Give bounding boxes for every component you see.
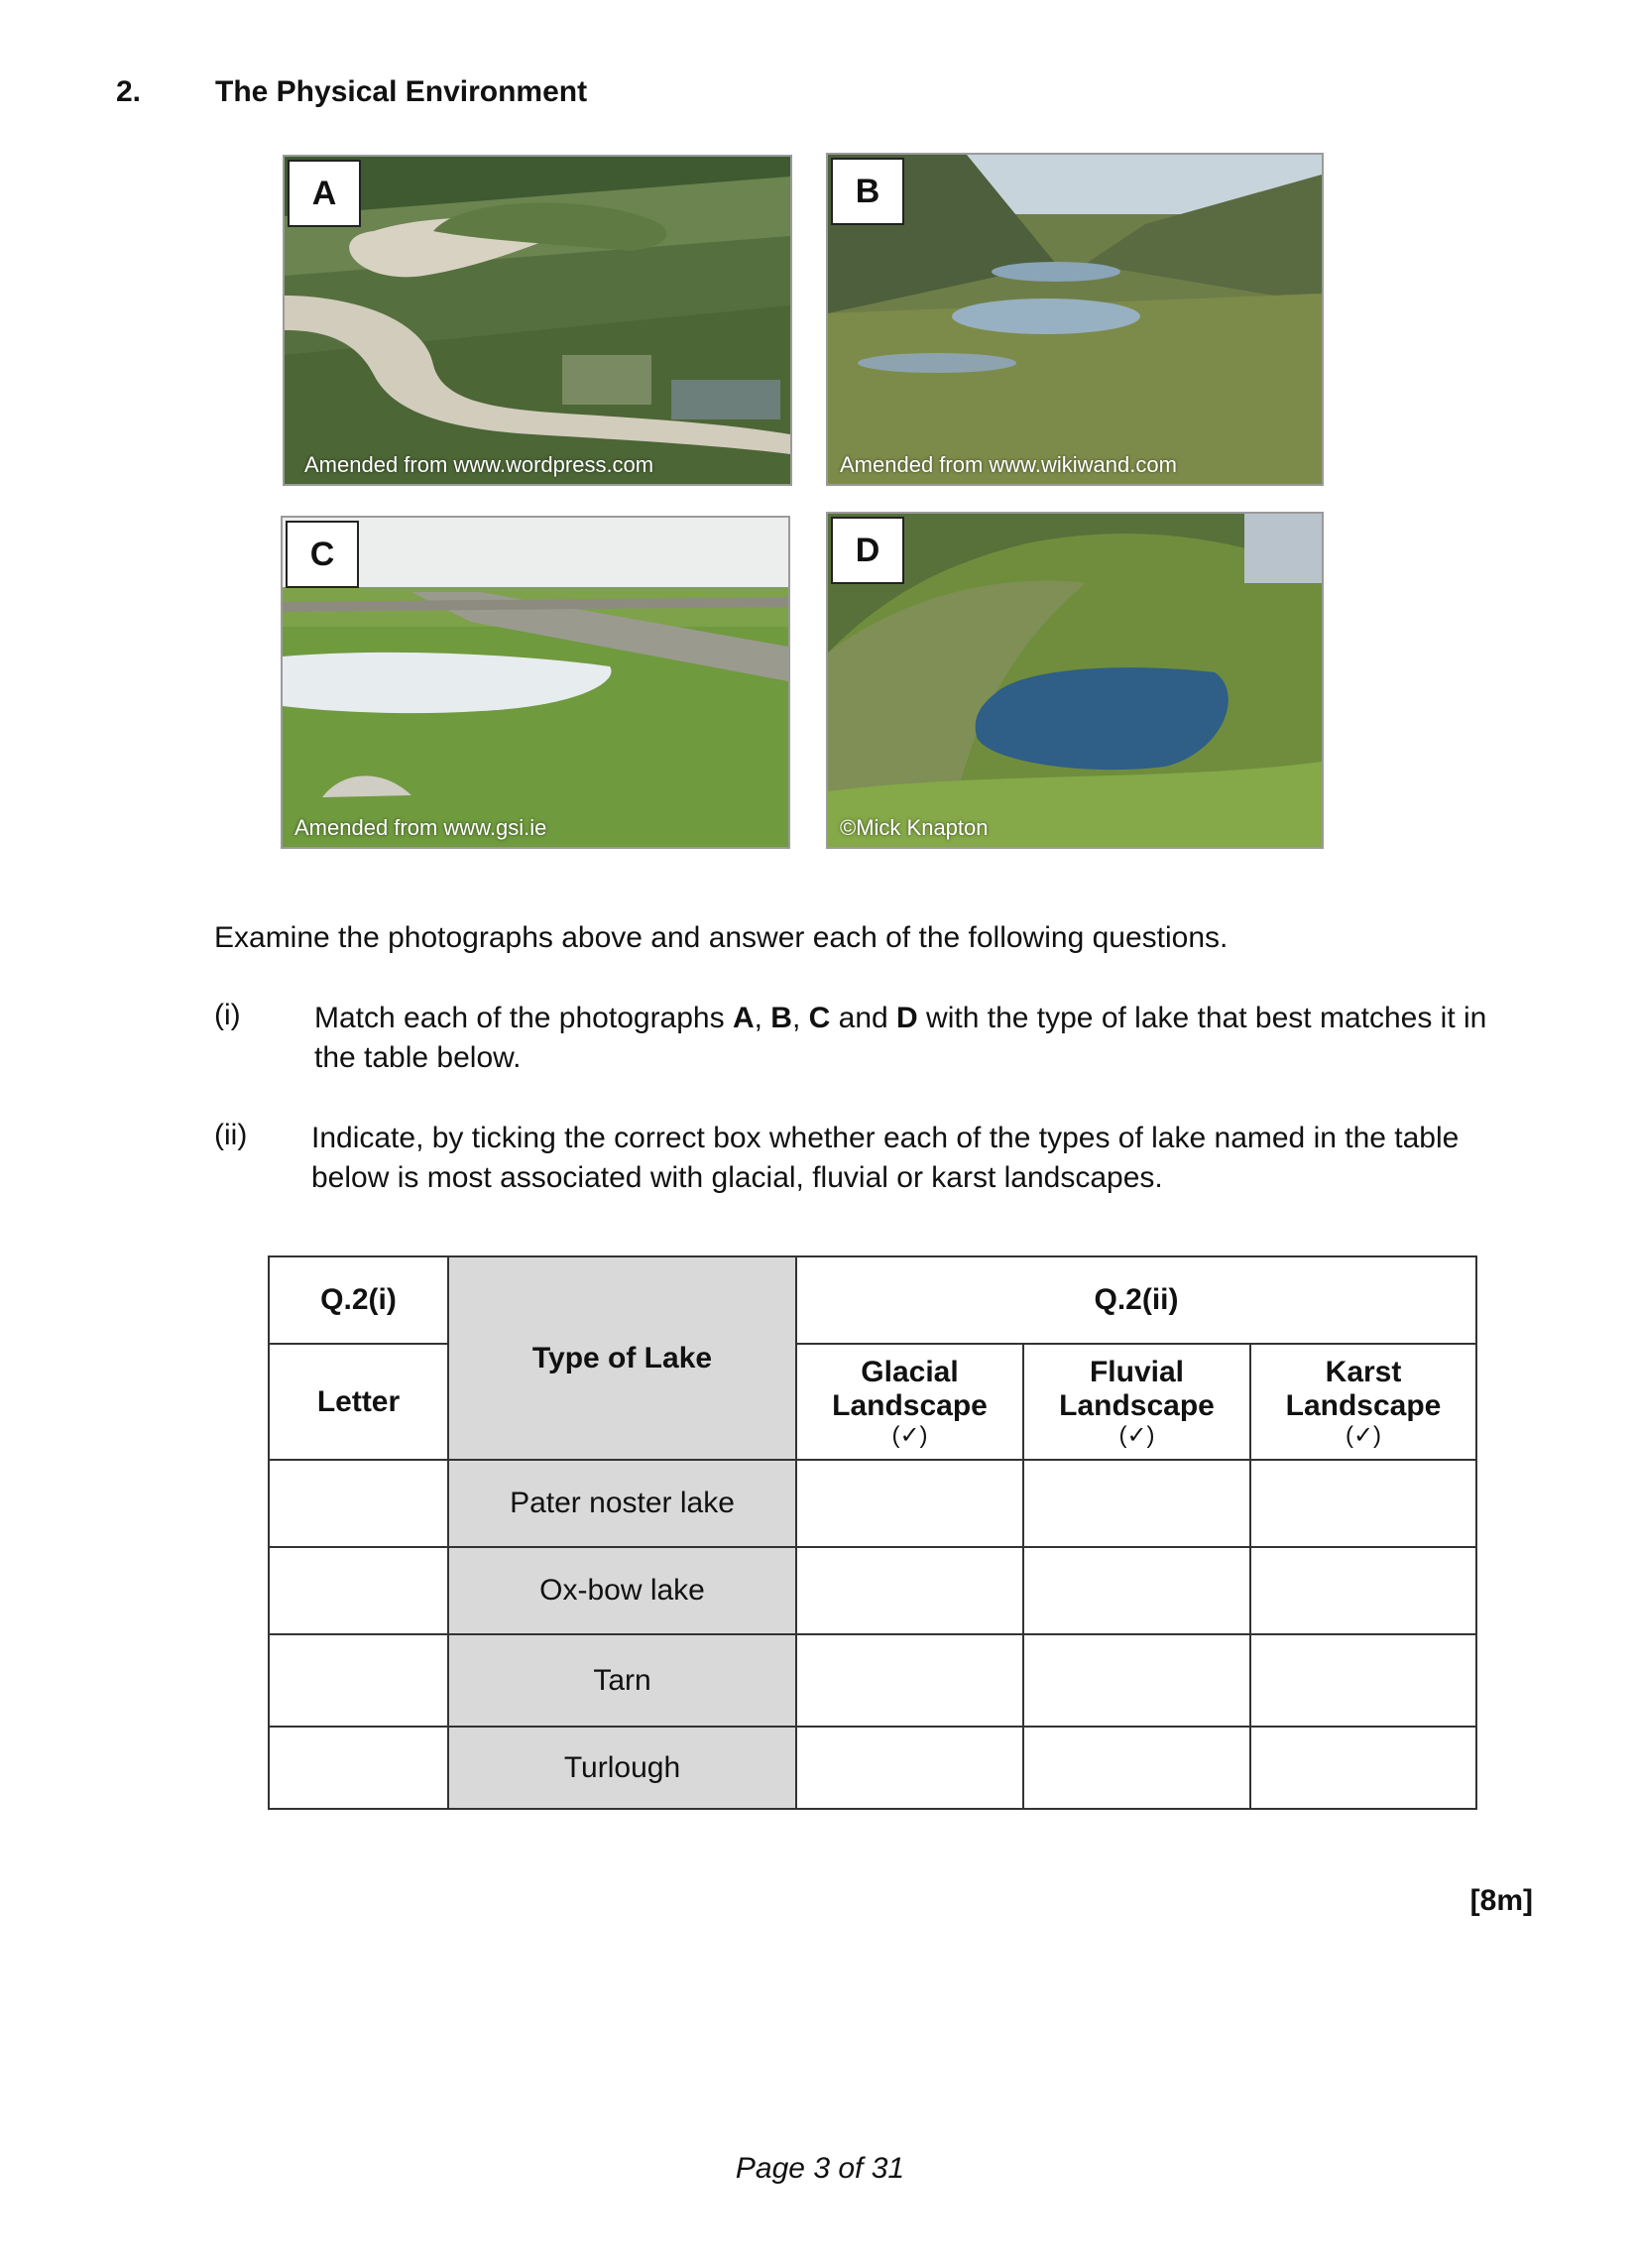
fluvial-tick-cell[interactable] bbox=[1023, 1460, 1250, 1547]
header-type-of-lake: Type of Lake bbox=[448, 1256, 796, 1460]
page-footer: Page 3 of 31 bbox=[735, 2152, 905, 2185]
lake-type: Tarn bbox=[448, 1634, 796, 1727]
marks-allocation: [8m] bbox=[1469, 1884, 1533, 1917]
photo-c bbox=[281, 516, 790, 849]
photo-d bbox=[826, 512, 1324, 849]
header-fluvial-line1: Fluvial bbox=[1089, 1355, 1185, 1388]
photo-credit-b: Amended from www.wikiwand.com bbox=[840, 452, 1177, 477]
photo-credit-d: ©Mick Knapton bbox=[840, 815, 989, 840]
letter-input-cell[interactable] bbox=[269, 1634, 448, 1727]
karst-tick-cell[interactable] bbox=[1250, 1460, 1476, 1547]
header-karst bbox=[1250, 1344, 1476, 1460]
photo-label-c: C bbox=[286, 521, 359, 588]
intro-text: Examine the photographs above and answer each of the following questions. bbox=[214, 921, 1229, 954]
letter-input-cell[interactable] bbox=[269, 1460, 448, 1547]
letter-input-cell[interactable] bbox=[269, 1547, 448, 1634]
table-row bbox=[269, 1727, 1476, 1809]
part-i-text bbox=[314, 999, 1534, 1078]
part-i-text-2: with the type of lake that best matches it in the table below. bbox=[314, 1002, 1487, 1074]
header-fluvial-line2: Landscape bbox=[1059, 1388, 1215, 1422]
karst-tick-cell[interactable] bbox=[1250, 1634, 1476, 1727]
photo-b bbox=[826, 153, 1324, 486]
header-fluvial bbox=[1023, 1344, 1250, 1460]
part-i-sep-3: and bbox=[830, 1002, 897, 1034]
header-glacial-line1: Glacial bbox=[861, 1355, 959, 1388]
header-karst-line2: Landscape bbox=[1285, 1388, 1442, 1422]
part-i-letter-b: B bbox=[770, 1002, 792, 1034]
header-glacial-tick: (✓) bbox=[891, 1421, 928, 1449]
header-q2ii: Q.2(ii) bbox=[796, 1256, 1476, 1344]
photo-label-b: B bbox=[831, 158, 904, 225]
table-row bbox=[269, 1634, 1476, 1727]
glacial-tick-cell[interactable] bbox=[796, 1727, 1023, 1809]
part-i-letter-c: C bbox=[808, 1002, 831, 1034]
photo-a bbox=[283, 155, 792, 486]
glacial-tick-cell[interactable] bbox=[796, 1460, 1023, 1547]
part-i-text-1: Match each of the photographs bbox=[314, 1002, 733, 1034]
fluvial-tick-cell[interactable] bbox=[1023, 1634, 1250, 1727]
header-glacial-line2: Landscape bbox=[832, 1388, 988, 1422]
photo-credit-a: Amended from www.wordpress.com bbox=[304, 452, 654, 477]
question-number: 2. bbox=[116, 75, 142, 108]
part-i-letter-a: A bbox=[732, 1002, 755, 1034]
table-row bbox=[269, 1547, 1476, 1634]
karst-tick-cell[interactable] bbox=[1250, 1727, 1476, 1809]
part-i-letter-d: D bbox=[896, 1002, 918, 1034]
header-q2i: Q.2(i) bbox=[269, 1256, 448, 1344]
karst-tick-cell[interactable] bbox=[1250, 1547, 1476, 1634]
question-title: The Physical Environment bbox=[215, 75, 588, 108]
part-ii-text: Indicate, by ticking the correct box whether each of the types of lake named in the table below is most associated with glacial, fluvial or karst landscapes. bbox=[311, 1122, 1460, 1194]
photo-label-d: D bbox=[831, 517, 904, 584]
fluvial-tick-cell[interactable] bbox=[1023, 1727, 1250, 1809]
header-glacial bbox=[796, 1344, 1023, 1460]
header-karst-line1: Karst bbox=[1325, 1355, 1402, 1388]
header-karst-tick: (✓) bbox=[1345, 1421, 1382, 1449]
answer-table bbox=[268, 1255, 1477, 1810]
lake-type: Pater noster lake bbox=[448, 1460, 796, 1547]
table-row bbox=[269, 1460, 1476, 1547]
part-ii-label: (ii) bbox=[214, 1119, 248, 1151]
fluvial-tick-cell[interactable] bbox=[1023, 1547, 1250, 1634]
glacial-tick-cell[interactable] bbox=[796, 1547, 1023, 1634]
part-i-label: (i) bbox=[214, 999, 241, 1031]
lake-type: Turlough bbox=[448, 1727, 796, 1809]
header-fluvial-tick: (✓) bbox=[1118, 1421, 1155, 1449]
photo-credit-c: Amended from www.gsi.ie bbox=[294, 815, 547, 840]
lake-type: Ox-bow lake bbox=[448, 1547, 796, 1634]
part-i-sep-2: , bbox=[791, 1002, 809, 1034]
header-letter: Letter bbox=[269, 1344, 448, 1460]
part-i-sep-1: , bbox=[754, 1002, 771, 1034]
letter-input-cell[interactable] bbox=[269, 1727, 448, 1809]
photo-label-a: A bbox=[288, 160, 361, 227]
glacial-tick-cell[interactable] bbox=[796, 1634, 1023, 1727]
